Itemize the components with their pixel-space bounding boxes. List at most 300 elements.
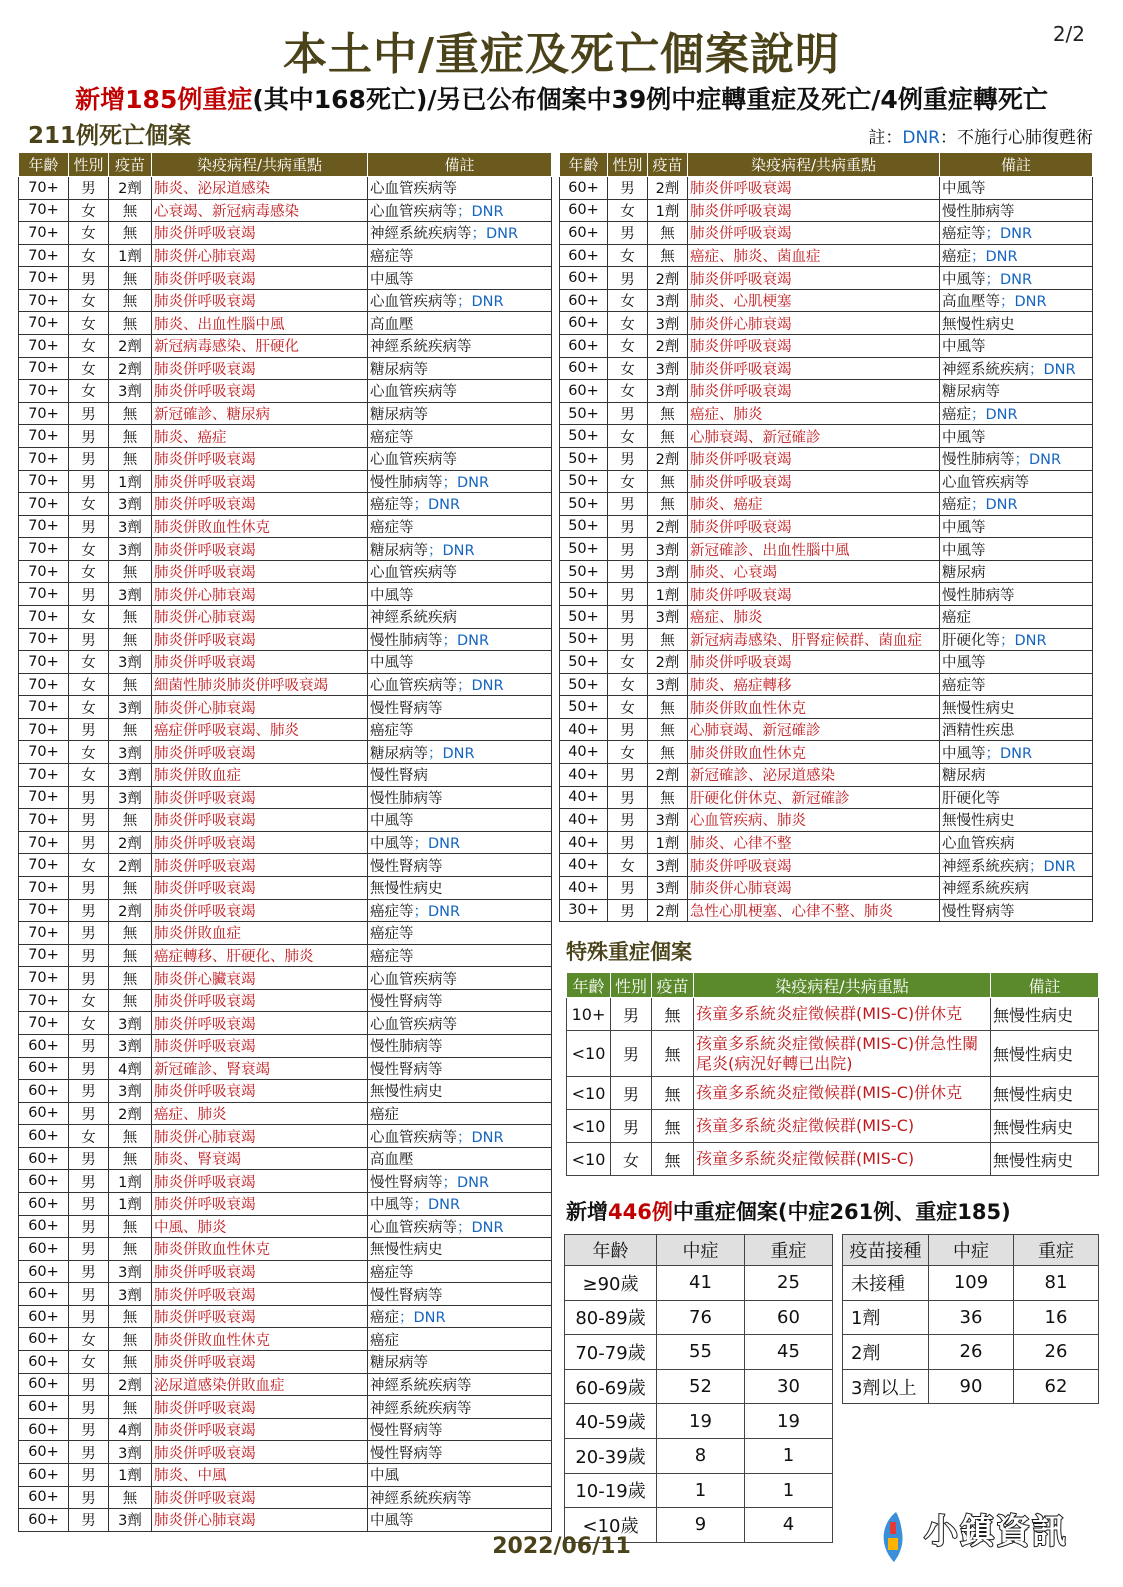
remark-cell: 無慢性病史: [991, 1110, 1099, 1143]
age-cell: 40+: [560, 741, 608, 764]
age-cell: 60+: [560, 312, 608, 335]
table-row: [19, 1147, 552, 1170]
condition-cell: 肺炎併呼吸衰竭: [152, 470, 368, 493]
table-header-row: [843, 1235, 1099, 1266]
col-vaccine: 疫苗: [109, 153, 152, 177]
sex-cell: 男: [69, 1509, 109, 1532]
special-table: [566, 972, 1099, 1176]
remark-cell: [368, 944, 552, 967]
group-cell: 20-39歲: [565, 1438, 657, 1473]
condition-cell: 癌症轉移、肝硬化、肺炎: [152, 944, 368, 967]
table-row: [19, 1193, 552, 1216]
severe-cell: 16: [1014, 1300, 1099, 1335]
dnr-tag: ；DNR: [413, 903, 461, 920]
sex-cell: 男: [69, 628, 109, 651]
vaccine-cell: 無: [109, 1351, 152, 1374]
death-table-left: [18, 152, 552, 1532]
col-age-group: 年齡: [565, 1235, 657, 1266]
age-cell: 60+: [19, 1125, 69, 1148]
sex-cell: 男: [69, 809, 109, 832]
remark-text: 心血管疾病等: [370, 384, 457, 401]
remark-cell: [940, 651, 1093, 674]
vaccine-cell: 無: [109, 1215, 152, 1238]
age-cell: 60+: [19, 1260, 69, 1283]
remark-cell: [368, 470, 552, 493]
condition-cell: 孩童多系統炎症徵候群(MIS-C)併休克: [694, 1077, 991, 1110]
vaccine-cell: 無: [648, 470, 688, 493]
dnr-tag: ；DNR: [413, 497, 461, 514]
age-cell: 70+: [19, 628, 69, 651]
condition-cell: 肺炎併呼吸衰竭: [688, 651, 940, 674]
sex-cell: 女: [69, 741, 109, 764]
sex-cell: 男: [69, 786, 109, 809]
condition-cell: 肺炎、癌症轉移: [688, 673, 940, 696]
dnr-tag: ；DNR: [413, 1197, 461, 1214]
moderate-cell: 36: [929, 1300, 1014, 1335]
page-title: 本土中/重症及死亡個案說明: [282, 29, 841, 80]
remark-cell: [368, 402, 552, 425]
table-row: [19, 628, 552, 651]
table-row: [560, 380, 1093, 403]
table-row: [19, 1373, 552, 1396]
col-age: 年齡: [567, 973, 611, 998]
col-vaccine: 疫苗: [648, 153, 688, 177]
condition-cell: 肺炎併敗血性休克: [152, 515, 368, 538]
table-row: [560, 854, 1093, 877]
subtitle-rest: (其中168死亡)/另已公布個案中39例中症轉重症及死亡/4例重症轉死亡: [252, 85, 1048, 114]
sex-cell: 男: [608, 583, 648, 606]
group-cell: 10-19歲: [565, 1473, 657, 1508]
vaccine-cell: 2劑: [648, 515, 688, 538]
table-row: [19, 1034, 552, 1057]
table-row: [19, 1283, 552, 1306]
vaccine-cell: 無: [109, 1125, 152, 1148]
sex-cell: 男: [608, 764, 648, 787]
age-cell: 60+: [19, 1102, 69, 1125]
table-row: [560, 899, 1093, 922]
dnr-tag: ；DNR: [457, 1219, 504, 1236]
age-cell: 40+: [560, 809, 608, 832]
age-cell: 70+: [19, 222, 69, 245]
remark-cell: [368, 1396, 552, 1419]
condition-cell: 新冠確診、出血性腦中風: [688, 538, 940, 561]
sex-cell: 男: [69, 922, 109, 945]
condition-cell: 肺炎併呼吸衰竭: [688, 854, 940, 877]
table-row: [19, 380, 552, 403]
col-condition: 染疫病程/共病重點: [688, 153, 940, 177]
age-cell: 40+: [560, 786, 608, 809]
dnr-tag: ；DNR: [971, 407, 1018, 424]
table-row: [565, 1438, 833, 1473]
remark-cell: [940, 267, 1093, 290]
vaccine-cell: 無: [109, 222, 152, 245]
age-cell: 60+: [19, 1034, 69, 1057]
sex-cell: 女: [69, 989, 109, 1012]
sex-cell: 女: [608, 244, 648, 267]
vaccine-cell: 無: [648, 718, 688, 741]
condition-cell: 肺炎併呼吸衰竭: [688, 357, 940, 380]
vaccine-cell: 3劑: [648, 357, 688, 380]
new-title-count: 446例: [608, 1200, 673, 1224]
age-cell: 50+: [560, 470, 608, 493]
dnr-tag: ；DNR: [457, 1129, 504, 1146]
table-row: [19, 1305, 552, 1328]
vaccine-cell: 1劑: [109, 1193, 152, 1216]
remark-text: 慢性腎病等: [942, 903, 1015, 920]
sex-cell: 男: [69, 425, 109, 448]
condition-cell: 肺炎併呼吸衰竭: [152, 628, 368, 651]
remark-text: 心血管疾病等: [370, 181, 457, 198]
table-row: [560, 447, 1093, 470]
remark-text: 神經系統疾病等: [370, 1490, 472, 1507]
age-cell: 50+: [560, 651, 608, 674]
sex-cell: 女: [608, 357, 648, 380]
vaccine-cell: 無: [109, 967, 152, 990]
moderate-cell: 90: [929, 1369, 1014, 1404]
remark-cell: [368, 1486, 552, 1509]
table-row: [560, 696, 1093, 719]
condition-cell: 肺炎併呼吸衰竭: [688, 177, 940, 200]
remark-cell: [940, 470, 1093, 493]
severe-cell: 60: [745, 1300, 833, 1335]
age-cell: <10: [567, 1110, 611, 1143]
remark-text: 癌症: [942, 497, 971, 514]
vaccine-cell: 2劑: [648, 335, 688, 358]
vaccine-cell: 3劑: [109, 741, 152, 764]
remark-cell: [368, 425, 552, 448]
dnr-tag: ；DNR: [399, 1310, 446, 1327]
remark-cell: 無慢性病史: [991, 1077, 1099, 1110]
moderate-cell: 55: [657, 1335, 745, 1370]
age-cell: 70+: [19, 425, 69, 448]
remark-text: 慢性肺病等: [370, 1039, 443, 1056]
remark-text: 糖尿病等: [370, 407, 428, 424]
table-row: [19, 1057, 552, 1080]
remark-text: 慢性腎病等: [370, 700, 443, 717]
age-cell: 60+: [19, 1170, 69, 1193]
vaccine-stats-table: [842, 1234, 1099, 1404]
vaccine-cell: 3劑: [109, 380, 152, 403]
remark-text: 糖尿病等: [370, 542, 428, 559]
condition-cell: 肺炎併呼吸衰竭: [152, 1283, 368, 1306]
col-condition: 染疫病程/共病重點: [694, 973, 991, 998]
condition-cell: 心肺衰竭、新冠確診: [688, 718, 940, 741]
dnr-tag: ；DNR: [985, 271, 1033, 288]
condition-cell: 心血管疾病、肺炎: [688, 809, 940, 832]
remark-cell: [368, 447, 552, 470]
sex-cell: 女: [69, 357, 109, 380]
remark-cell: [368, 922, 552, 945]
moderate-cell: 52: [657, 1369, 745, 1404]
condition-cell: 肺炎併呼吸衰竭: [152, 989, 368, 1012]
table-row: [19, 1125, 552, 1148]
remark-text: 癌症: [370, 1332, 399, 1349]
remark-cell: [368, 605, 552, 628]
age-cell: 60+: [560, 357, 608, 380]
remark-cell: [368, 357, 552, 380]
table-row: [560, 718, 1093, 741]
vaccine-cell: 3劑: [109, 515, 152, 538]
vaccine-cell: 無: [648, 244, 688, 267]
remark-text: 慢性肺病等: [942, 587, 1015, 604]
remark-cell: [368, 1102, 552, 1125]
dnr-tag: ；DNR: [428, 542, 475, 559]
condition-cell: 肺炎併呼吸衰竭: [152, 560, 368, 583]
dnr-tag: ；DNR: [1029, 361, 1076, 378]
remark-text: 慢性肺病等: [942, 203, 1015, 220]
dnr-tag: ；DNR: [457, 294, 504, 311]
remark-cell: [368, 989, 552, 1012]
moderate-cell: 1: [657, 1473, 745, 1508]
sex-cell: 女: [69, 538, 109, 561]
sex-cell: 女: [69, 335, 109, 358]
severe-cell: 19: [745, 1404, 833, 1439]
table-row: [560, 470, 1093, 493]
remark-text: 中風等: [942, 271, 986, 288]
condition-cell: 泌尿道感染併敗血症: [152, 1373, 368, 1396]
condition-cell: 肺炎併呼吸衰竭: [152, 289, 368, 312]
condition-cell: 肺炎併心肺衰竭: [688, 312, 940, 335]
age-cell: 70+: [19, 177, 69, 200]
vaccine-cell: 3劑: [648, 854, 688, 877]
condition-cell: 新冠確診、泌尿道感染: [688, 764, 940, 787]
remark-cell: [368, 222, 552, 245]
sex-cell: 男: [69, 876, 109, 899]
dnr-tag: ；DNR: [1029, 858, 1076, 875]
vaccine-cell: 3劑: [648, 538, 688, 561]
remark-cell: [940, 605, 1093, 628]
remark-text: 癌症等: [370, 903, 414, 920]
remark-cell: [368, 628, 552, 651]
table-row: [560, 764, 1093, 787]
age-cell: 70+: [19, 538, 69, 561]
table-row: [565, 1335, 833, 1370]
remark-cell: [940, 493, 1093, 516]
remark-text: 糖尿病等: [370, 361, 428, 378]
vaccine-cell: 無: [648, 493, 688, 516]
condition-cell: 肺炎併心肺衰竭: [152, 583, 368, 606]
col-remark: 備註: [940, 153, 1093, 177]
condition-cell: 肺炎併敗血性休克: [688, 696, 940, 719]
table-row: [567, 1110, 1099, 1143]
sex-cell: 男: [69, 267, 109, 290]
vaccine-cell: 無: [109, 560, 152, 583]
col-severe: 重症: [1014, 1235, 1099, 1266]
condition-cell: 肺炎併呼吸衰竭: [152, 1305, 368, 1328]
remark-cell: [368, 380, 552, 403]
remark-text: 癌症等: [370, 926, 414, 943]
table-row: [560, 605, 1093, 628]
table-header-row: [565, 1235, 833, 1266]
remark-cell: [368, 1125, 552, 1148]
remark-cell: [368, 312, 552, 335]
remark-text: 中風等: [370, 655, 414, 672]
sex-cell: 男: [69, 177, 109, 200]
remark-cell: [368, 876, 552, 899]
vaccine-cell: 無: [109, 876, 152, 899]
table-row: [19, 786, 552, 809]
condition-cell: 肺炎併呼吸衰竭: [688, 222, 940, 245]
age-cell: 50+: [560, 538, 608, 561]
vaccine-cell: 2劑: [109, 177, 152, 200]
vaccine-cell: 無: [109, 312, 152, 335]
age-cell: <10: [567, 1143, 611, 1176]
condition-cell: 肺炎併呼吸衰竭: [152, 447, 368, 470]
remark-cell: [368, 718, 552, 741]
condition-cell: 肺炎併呼吸衰竭: [152, 1170, 368, 1193]
remark-cell: [368, 1193, 552, 1216]
age-cell: 50+: [560, 673, 608, 696]
age-cell: 60+: [19, 1305, 69, 1328]
sex-cell: 男: [69, 1418, 109, 1441]
table-row: [560, 335, 1093, 358]
remark-text: 神經系統疾病: [942, 881, 1029, 898]
table-row: [19, 1441, 552, 1464]
table-row: [19, 335, 552, 358]
vaccine-cell: 無: [109, 718, 152, 741]
vaccine-cell: 2劑: [109, 357, 152, 380]
remark-cell: [368, 1283, 552, 1306]
remark-text: 癌症: [942, 407, 971, 424]
vaccine-cell: 3劑: [648, 876, 688, 899]
sex-cell: 女: [69, 493, 109, 516]
sex-cell: 女: [69, 289, 109, 312]
age-cell: 70+: [19, 764, 69, 787]
col-moderate: 中症: [929, 1235, 1014, 1266]
table-row: [19, 1260, 552, 1283]
vaccine-cell: 2劑: [648, 651, 688, 674]
condition-cell: 肺炎併呼吸衰竭: [152, 267, 368, 290]
age-cell: 70+: [19, 899, 69, 922]
table-row: [560, 199, 1093, 222]
condition-cell: 癌症、肺炎、菌血症: [688, 244, 940, 267]
sex-cell: 女: [69, 605, 109, 628]
age-cell: 70+: [19, 876, 69, 899]
remark-text: 中風等: [370, 1513, 414, 1530]
col-remark: 備註: [368, 153, 552, 177]
sex-cell: 男: [608, 222, 648, 245]
sex-cell: 男: [69, 1486, 109, 1509]
remark-cell: [368, 1418, 552, 1441]
age-cell: 60+: [19, 1463, 69, 1486]
remark-cell: 無慢性病史: [991, 1031, 1099, 1077]
sex-cell: 女: [611, 1143, 652, 1176]
remark-text: 糖尿病: [942, 768, 986, 785]
remark-cell: [368, 764, 552, 787]
remark-text: 酒精性疾患: [942, 723, 1015, 740]
table-row: [19, 876, 552, 899]
sex-cell: 男: [69, 1147, 109, 1170]
age-cell: 60+: [19, 1238, 69, 1261]
condition-cell: 肺炎併呼吸衰竭: [152, 651, 368, 674]
vaccine-cell: 3劑: [109, 764, 152, 787]
table-row: [19, 1215, 552, 1238]
remark-cell: [368, 335, 552, 358]
table-row: [19, 267, 552, 290]
remark-text: 心血管疾病等: [942, 474, 1029, 491]
age-cell: 60+: [560, 177, 608, 200]
new-cases-title: [566, 1196, 1011, 1226]
age-stats-table: [564, 1234, 833, 1543]
condition-cell: 孩童多系統炎症徵候群(MIS-C): [694, 1110, 991, 1143]
taiwan-map-icon: [866, 1508, 922, 1564]
remark-text: 無慢性病史: [942, 316, 1015, 333]
age-cell: 60+: [560, 289, 608, 312]
sex-cell: 男: [69, 515, 109, 538]
moderate-cell: 8: [657, 1438, 745, 1473]
sex-cell: 男: [69, 899, 109, 922]
table-row: [843, 1266, 1099, 1301]
table-row: [560, 809, 1093, 832]
vaccine-cell: 2劑: [109, 335, 152, 358]
remark-cell: [368, 515, 552, 538]
remark-text: 中風等: [942, 181, 986, 198]
remark-text: 癌症: [942, 249, 971, 266]
remark-cell: [368, 809, 552, 832]
condition-cell: 孩童多系統炎症徵候群(MIS-C)併休克: [694, 998, 991, 1031]
remark-text: 肝硬化等: [942, 632, 1000, 649]
sex-cell: 男: [69, 470, 109, 493]
age-cell: 60+: [19, 1396, 69, 1419]
remark-text: 中風等: [942, 745, 986, 762]
table-row: [560, 538, 1093, 561]
remark-text: 中風: [370, 1468, 399, 1485]
table-header-row: [567, 973, 1099, 998]
table-row: [19, 493, 552, 516]
table-row: [560, 628, 1093, 651]
age-cell: 60+: [19, 1215, 69, 1238]
age-cell: 30+: [560, 899, 608, 922]
sex-cell: 女: [69, 673, 109, 696]
col-severe: 重症: [745, 1235, 833, 1266]
remark-text: 中風等: [370, 836, 414, 853]
vaccine-cell: 3劑: [109, 1441, 152, 1464]
sex-cell: 男: [69, 1305, 109, 1328]
condition-cell: 肺炎併呼吸衰竭: [152, 222, 368, 245]
remark-cell: [940, 447, 1093, 470]
age-cell: 70+: [19, 199, 69, 222]
sex-cell: 男: [608, 402, 648, 425]
remark-cell: [368, 696, 552, 719]
moderate-cell: 109: [929, 1266, 1014, 1301]
table-row: [19, 605, 552, 628]
condition-cell: 肺炎併呼吸衰竭: [152, 1034, 368, 1057]
remark-cell: [368, 1441, 552, 1464]
table-row: [19, 967, 552, 990]
vaccine-cell: 無: [648, 696, 688, 719]
remark-cell: [940, 515, 1093, 538]
remark-cell: [368, 1509, 552, 1532]
group-cell: 70-79歲: [565, 1335, 657, 1370]
table-row: [19, 538, 552, 561]
subtitle: [0, 80, 1123, 116]
condition-cell: 肺炎併敗血性休克: [152, 1238, 368, 1261]
table-row: [560, 741, 1093, 764]
sex-cell: 男: [69, 718, 109, 741]
table-row: [19, 177, 552, 200]
age-cell: 60+: [19, 1418, 69, 1441]
sex-cell: 男: [69, 831, 109, 854]
remark-cell: [368, 199, 552, 222]
brand-logo: [866, 1508, 1106, 1564]
remark-cell: [940, 786, 1093, 809]
table-row: [19, 944, 552, 967]
remark-text: 癌症: [370, 1106, 399, 1123]
sex-cell: 男: [69, 1034, 109, 1057]
sex-cell: 男: [608, 177, 648, 200]
condition-cell: 新冠病毒感染、肝硬化: [152, 335, 368, 358]
vaccine-cell: 無: [648, 402, 688, 425]
